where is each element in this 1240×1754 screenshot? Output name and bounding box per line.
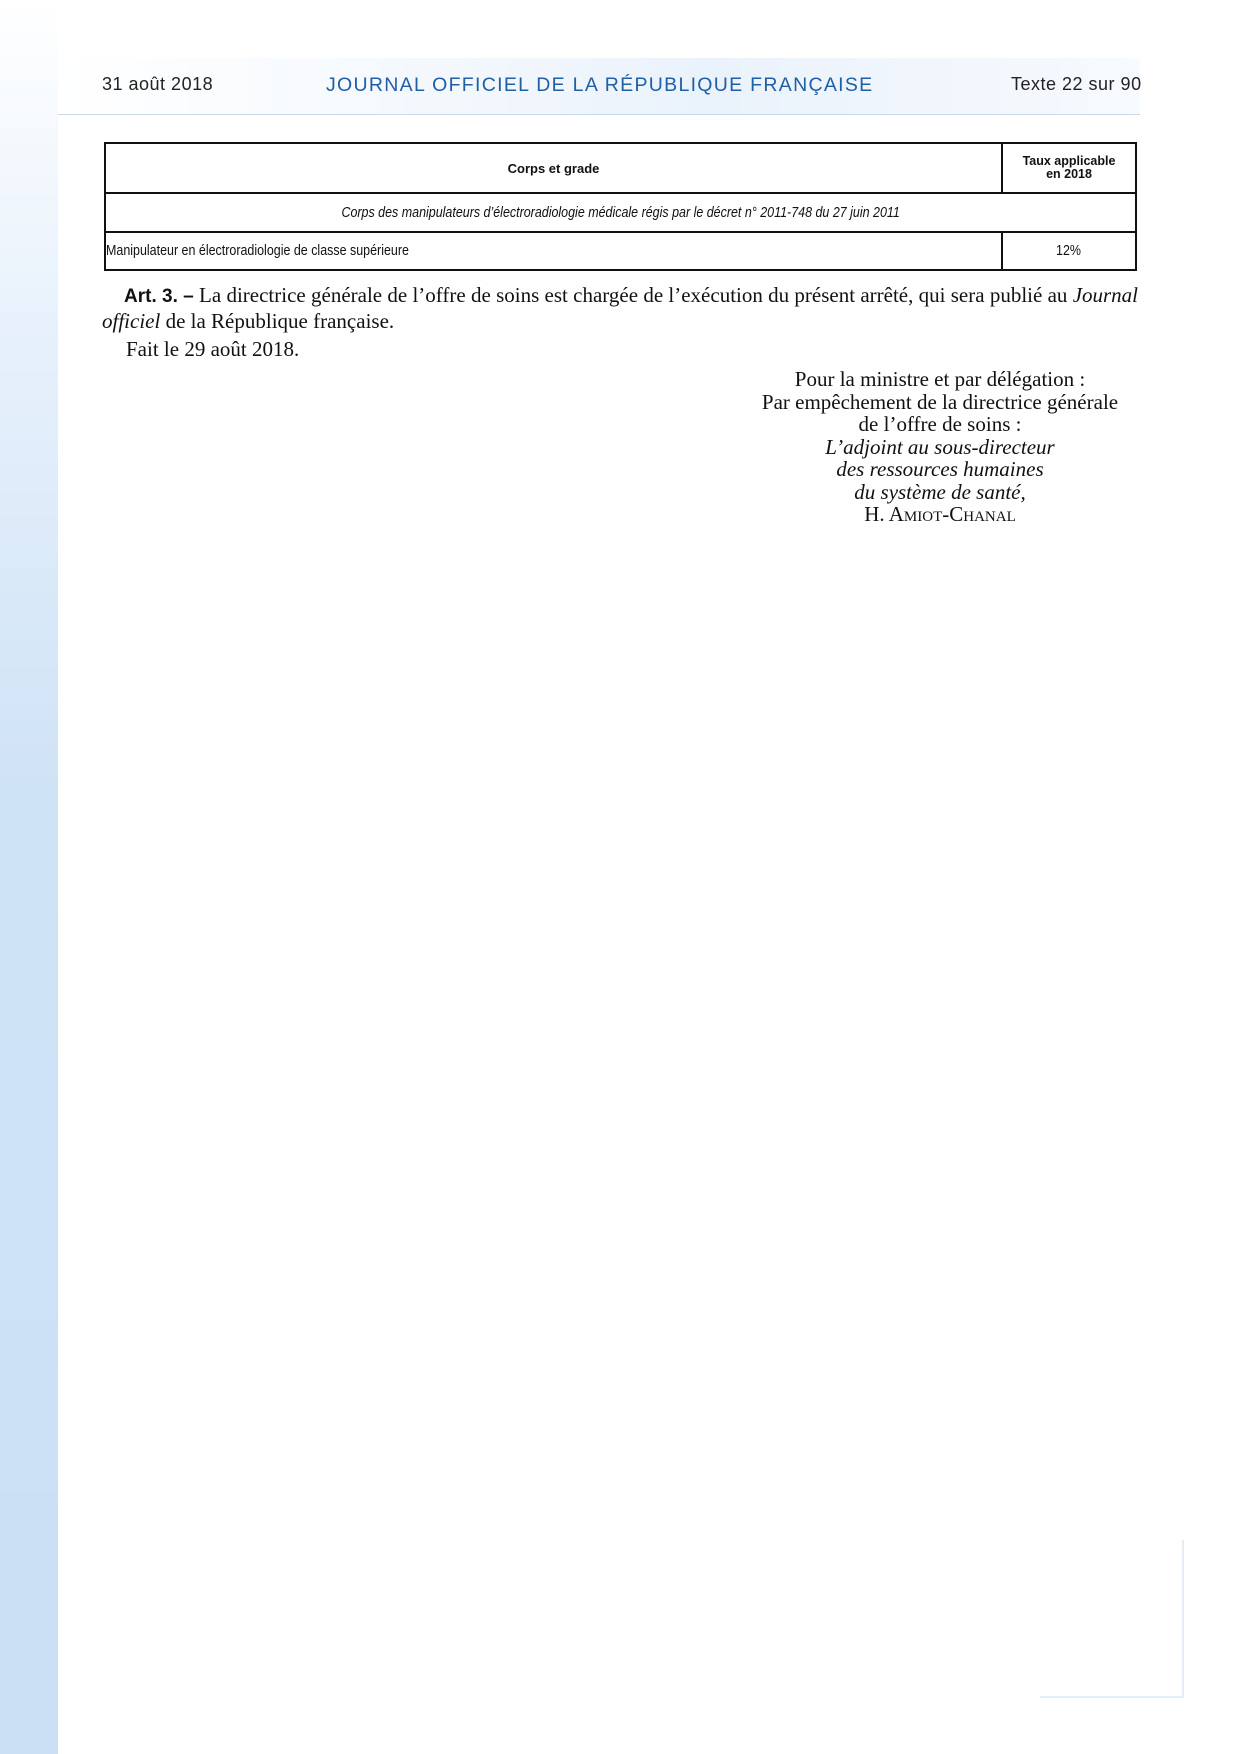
signature-line-6: du système de santé, [854, 479, 1026, 504]
signature-line-4: L’adjoint au sous-directeur [825, 434, 1055, 459]
grade-cell [105, 232, 1002, 270]
table-header-row [105, 143, 1136, 193]
article-number: Art. 3. – [124, 286, 194, 307]
table-section-row [105, 193, 1136, 232]
signature-line-1: Pour la ministre et par délégation : [794, 367, 1086, 391]
page-corner-mark [1040, 1540, 1184, 1698]
signature-line-3: de l’offre de soins : [858, 412, 1022, 436]
signature-block [740, 368, 1140, 526]
signatory-name: H. Amiot-Chanal [864, 502, 1016, 526]
fait-le-date: Fait le 29 août 2018. [126, 337, 300, 361]
journal-title: JOURNAL OFFICIEL DE LA RÉPUBLIQUE FRANÇAISE [326, 74, 874, 96]
column-header-taux-line1: Taux applicable [1022, 154, 1116, 168]
page-reference: Texte 22 sur 90 [1011, 74, 1142, 94]
article-3 [102, 283, 1138, 333]
signature-line-5: des ressources humaines [836, 457, 1044, 481]
article-text-part2: de la République française. [165, 309, 395, 333]
column-header-taux-line2: en 2018 [1046, 167, 1092, 181]
rate-cell [1002, 232, 1136, 270]
table-row [105, 232, 1136, 270]
section-title: Corps des manipulateurs d’électroradiologie médicale régis par le décret n° 2011-748 du 27 juin 2011 [341, 204, 900, 221]
section-title-cell [105, 193, 1136, 232]
grades-table [104, 142, 1137, 271]
page-margin-band [0, 0, 58, 1754]
signature-line-2: Par empêchement de la directrice générale [761, 389, 1119, 414]
rate-value: 12% [1056, 243, 1082, 259]
journal-officiel-italic: Journal officiel [102, 283, 1139, 333]
column-header-taux [1002, 143, 1136, 193]
header-date: 31 août 2018 [102, 74, 214, 94]
column-header-corps: Corps et grade [105, 143, 1002, 193]
article-text-part1: La directrice générale de l’offre de soins est chargée de l’exécution du présent arrêté, qui sera publié au [199, 283, 1068, 307]
grade-label: Manipulateur en électroradiologie de classe supérieure [106, 243, 409, 259]
